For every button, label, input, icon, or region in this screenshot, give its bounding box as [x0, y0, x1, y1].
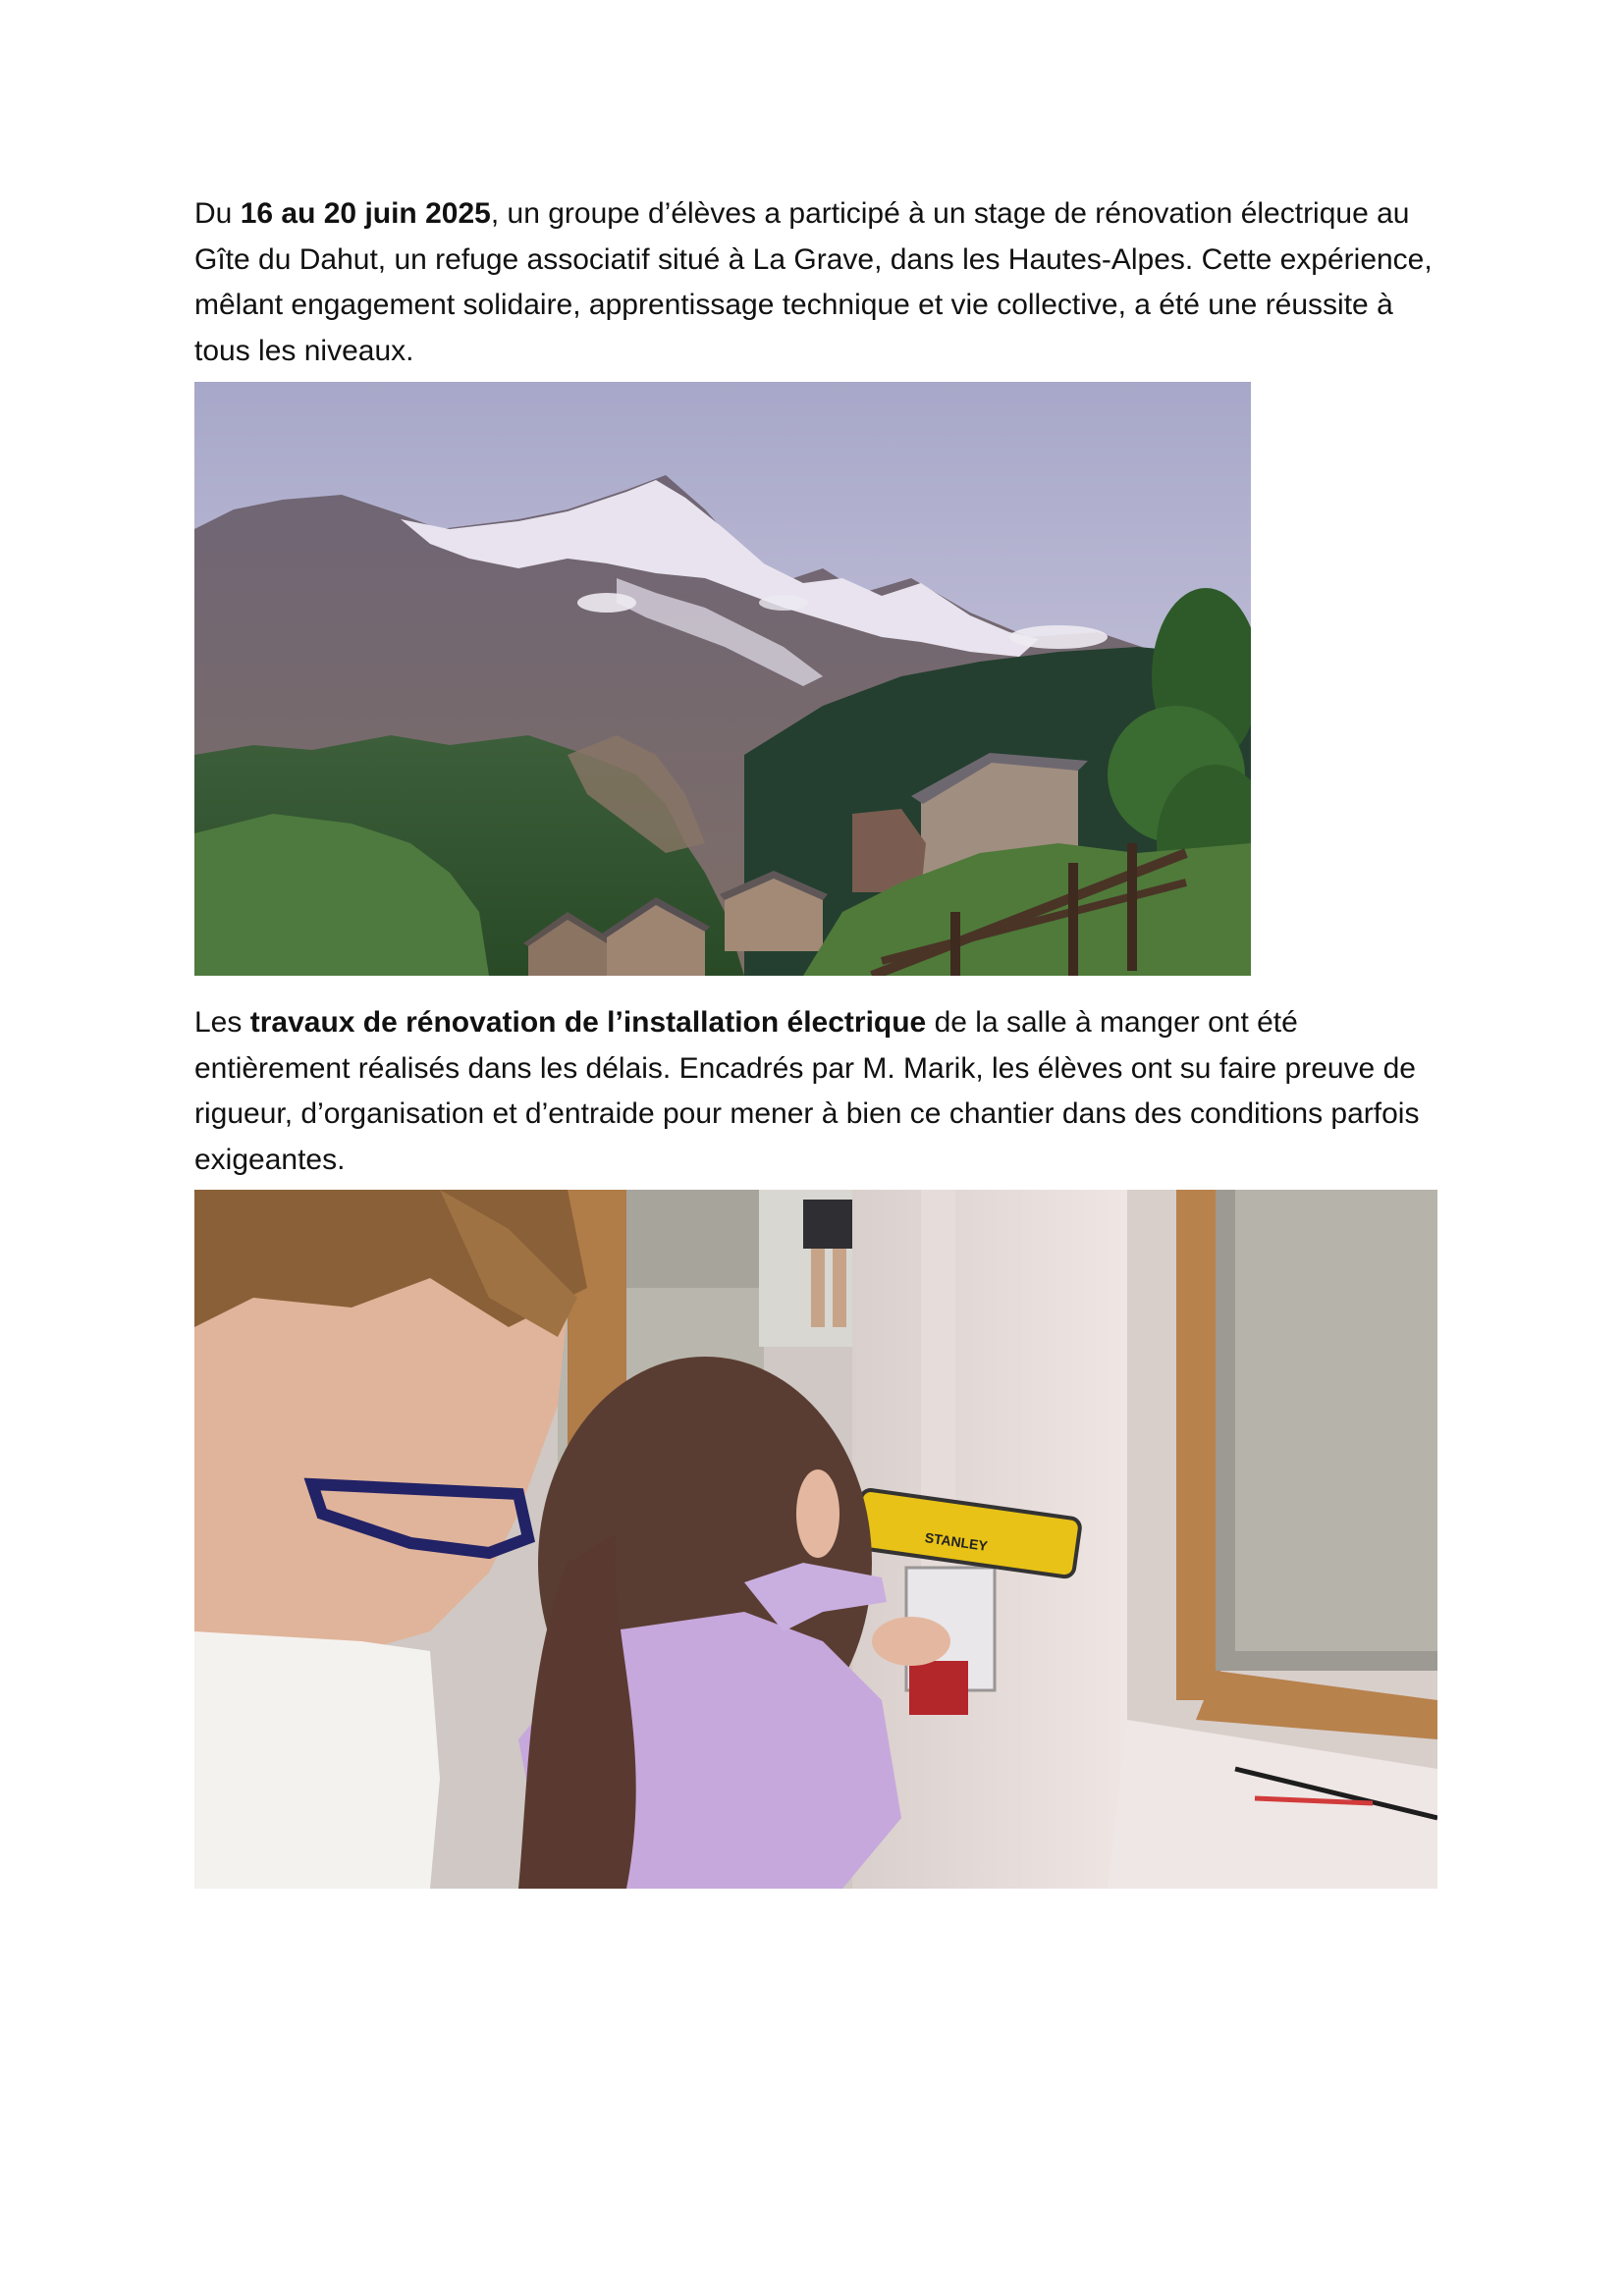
works-text-end: de la salle à manger ont été entièrement réalisés dans les délais. Encadrés par M. Marik, les élèves ont su faire preuve de rigueur, d’organisation et d’entraide pour mener à bien ce chantier dans des conditions parfois exigeantes.: [194, 1006, 1420, 1176]
works-text-start: Les: [194, 1006, 250, 1039]
students-working-photo: [194, 1190, 1437, 1889]
mountain-landscape-photo: [194, 382, 1251, 976]
works-paragraph: [194, 1000, 1451, 1183]
level-brand-label: STANLEY: [923, 1529, 989, 1554]
intro-text-start: Du: [194, 197, 241, 230]
intro-text-end: , un groupe d’élèves a participé à un stage de rénovation électrique au Gîte du Dahut, un refuge associatif situé à La Grave, dans les Hautes-Alpes. Cette expérience, mêlant engagement solidaire, apprentissage technique et vie collective, a été une réussite à tous les niveaux.: [194, 197, 1433, 367]
intro-date-bold: 16 au 20 juin 2025: [240, 197, 491, 230]
intro-paragraph: [194, 191, 1451, 374]
works-topic-bold: travaux de rénovation de l’installation électrique: [249, 1006, 927, 1039]
